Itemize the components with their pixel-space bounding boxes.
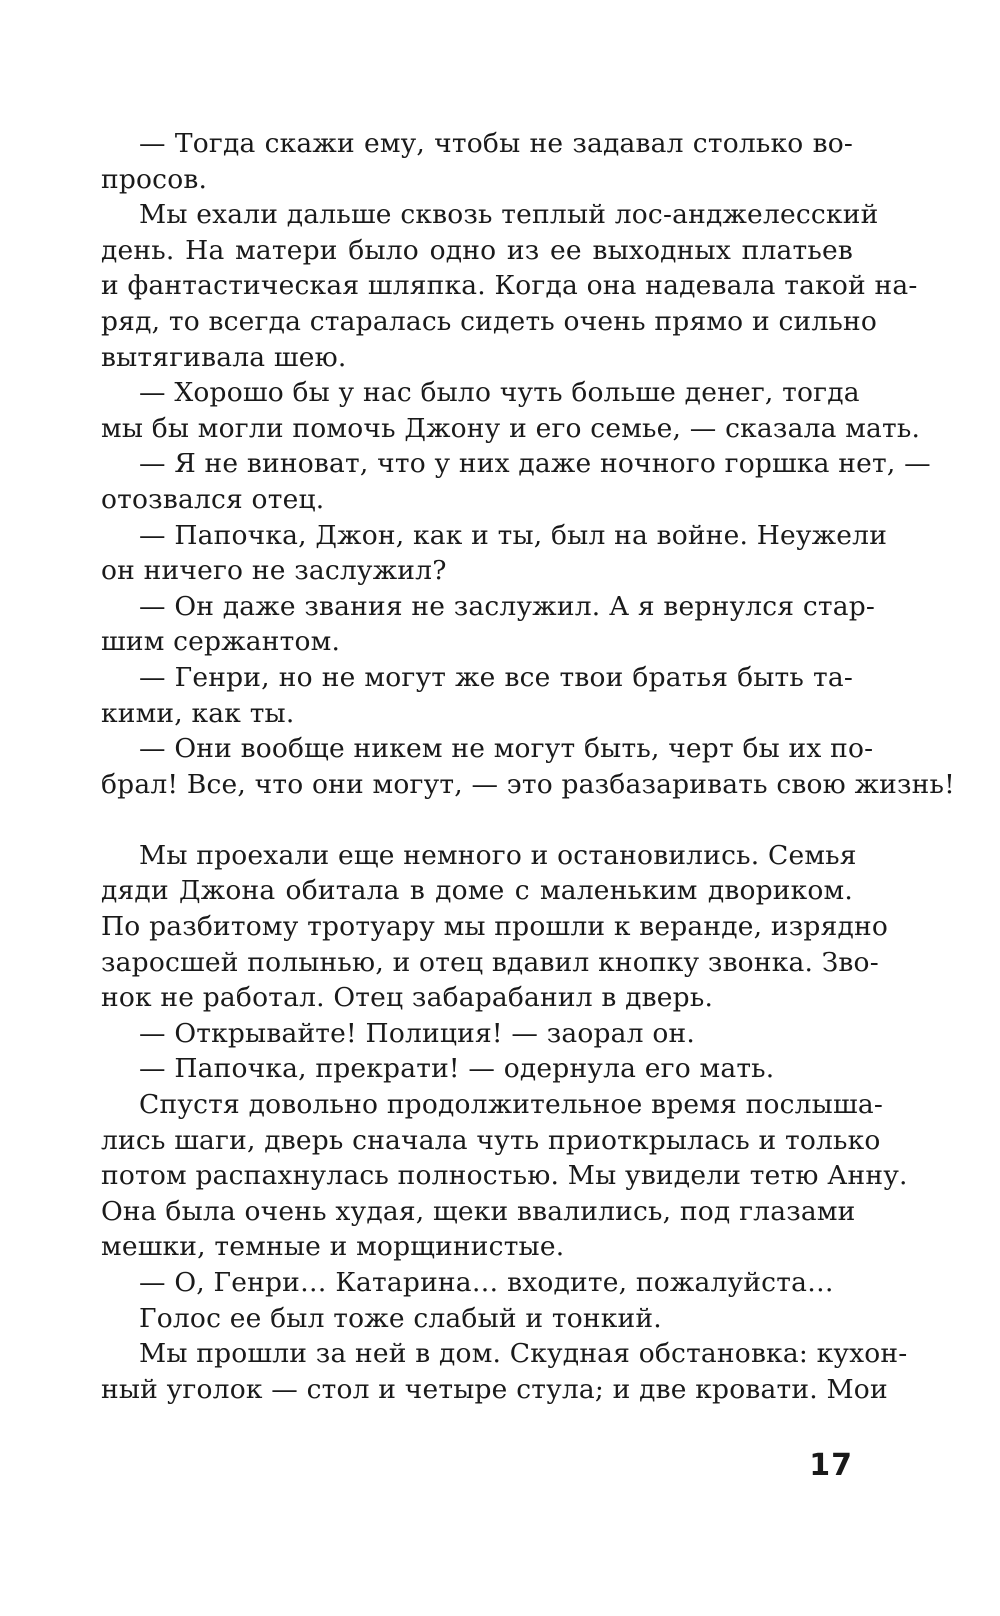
text-line: — Тогда скажи ему, чтобы не задавал столько во- — [139, 128, 853, 159]
text-line: дяди Джона обитала в доме с маленьким двориком. — [101, 875, 853, 907]
text-line: Мы проехали еще немного и остановились. Семья — [139, 839, 857, 871]
text-line: и фантастическая шляпка. Когда она надевала такой на- — [101, 270, 918, 302]
text-line: день. На матери было одно из ее выходных платьев — [101, 234, 853, 266]
text-line: Она была очень худая, щеки ввалились, под глазами — [101, 1195, 856, 1227]
text-line: отозвался отец. — [101, 483, 325, 515]
text-line: лись шаги, дверь сначала чуть приоткрылась и только — [101, 1124, 881, 1156]
text-line: ный уголок — стол и четыре стула; и две кровати. Мои — [101, 1373, 888, 1405]
section-break — [101, 802, 853, 838]
text-line: кими, как ты. — [101, 697, 295, 729]
text-line: мешки, темные и морщинистые. — [101, 1231, 565, 1263]
text-line: ряд, то всегда старалась сидеть очень прямо и сильно — [101, 305, 878, 337]
body-text — [101, 126, 956, 1407]
page-number: 17 — [809, 1448, 853, 1483]
text-line: — Папочка, Джон, как и ты, был на войне. Неужели — [139, 519, 888, 551]
text-line: он ничего не заслужил? — [101, 555, 447, 587]
text-line: Мы прошли за ней в дом. Скудная обстановка: кухон- — [139, 1338, 908, 1370]
text-line: шим сержантом. — [101, 626, 341, 658]
text-line: — Я не виноват, что у них даже ночного горшка нет, — — [139, 448, 931, 480]
text-line: заросшей полынью, и отец вдавил кнопку звонка. Зво- — [101, 946, 879, 978]
text-line: Спустя довольно продолжительное время послыша- — [139, 1089, 883, 1121]
text-line: По разбитому тротуару мы прошли к веранде, изрядно — [101, 911, 889, 943]
text-line: вытягивала шею. — [101, 341, 347, 373]
text-line: — Папочка, прекрати! — одернула его мать. — [139, 1053, 775, 1085]
text-line: Голос ее был тоже слабый и тонкий. — [139, 1302, 662, 1334]
text-line: — Открывайте! Полиция! — заорал он. — [139, 1017, 695, 1049]
text-line: — Он даже звания не заслужил. А я вернулся стар- — [139, 590, 876, 622]
text-line: мы бы могли помочь Джону и его семье, — сказала мать. — [101, 412, 921, 444]
text-line: — Они вообще никем не могут быть, черт бы их по- — [139, 733, 874, 765]
text-line: брал! Все, что они могут, — это разбазаривать свою жизнь! — [101, 768, 956, 800]
text-line: — Хорошо бы у нас было чуть больше денег, тогда — [139, 377, 860, 409]
text-line: Мы ехали дальше сквозь теплый лос-анджелесский — [139, 199, 879, 231]
text-line: — О, Генри… Катарина… входите, пожалуйста… — [139, 1267, 834, 1298]
text-line: — Генри, но не могут же все твои братья быть та- — [139, 661, 853, 693]
text-line: просов. — [101, 163, 208, 195]
text-line: нок не работал. Отец забарабанил в дверь. — [101, 982, 714, 1014]
text-line: потом распахнулась полностью. Мы увидели тетю Анну. — [101, 1160, 908, 1192]
